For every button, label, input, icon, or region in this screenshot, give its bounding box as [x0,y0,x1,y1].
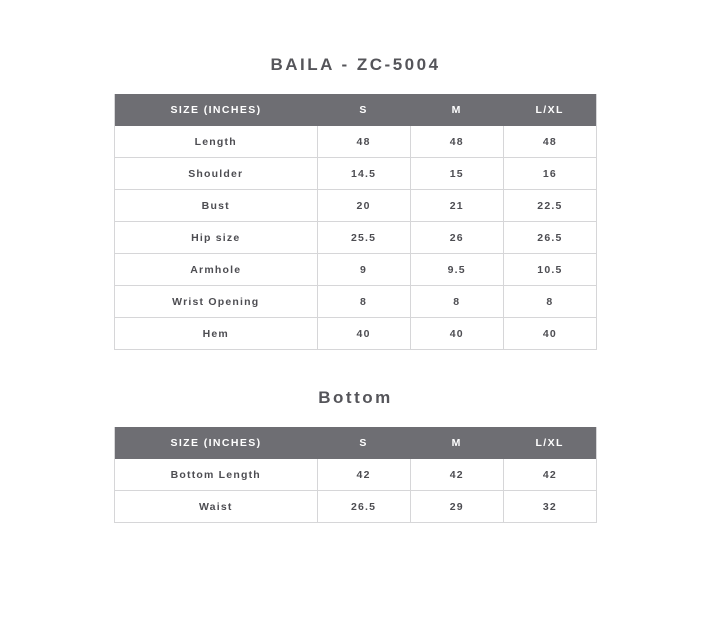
cell-s: 48 [317,126,410,158]
table-row [115,126,597,158]
cell-s: 20 [317,190,410,222]
cell-lxl: 26.5 [503,222,596,254]
bottom-header-lxl: L/XL [503,427,596,459]
row-label: Bust [115,190,318,222]
row-label: Hip size [115,222,318,254]
cell-s: 9 [317,254,410,286]
top-header-m: M [410,94,503,126]
bottom-size-table-wrapper [114,427,597,523]
cell-lxl: 40 [503,318,596,350]
cell-s: 26.5 [317,491,410,523]
cell-m: 8 [410,286,503,318]
row-label: Hem [115,318,318,350]
cell-m: 42 [410,459,503,491]
table-row [115,158,597,190]
table-row [115,491,597,523]
cell-m: 29 [410,491,503,523]
cell-s: 42 [317,459,410,491]
bottom-header-s: S [317,427,410,459]
bottom-table-head [115,427,597,459]
table-row [115,222,597,254]
row-label: Shoulder [115,158,318,190]
cell-m: 21 [410,190,503,222]
cell-m: 9.5 [410,254,503,286]
table-row [115,190,597,222]
table-row [115,318,597,350]
bottom-table-body [115,459,597,523]
row-label: Wrist Opening [115,286,318,318]
cell-lxl: 42 [503,459,596,491]
cell-lxl: 48 [503,126,596,158]
top-table-head [115,94,597,126]
cell-lxl: 32 [503,491,596,523]
bottom-header-m: M [410,427,503,459]
size-chart-page [0,55,711,629]
top-size-table [114,94,597,350]
cell-m: 48 [410,126,503,158]
cell-s: 8 [317,286,410,318]
cell-lxl: 10.5 [503,254,596,286]
cell-s: 25.5 [317,222,410,254]
cell-m: 40 [410,318,503,350]
row-label: Waist [115,491,318,523]
table-row [115,286,597,318]
cell-lxl: 22.5 [503,190,596,222]
row-label: Length [115,126,318,158]
top-header-lxl: L/XL [503,94,596,126]
row-label: Bottom Length [115,459,318,491]
page-title: BAILA - ZC-5004 [270,55,441,74]
cell-lxl: 8 [503,286,596,318]
cell-m: 15 [410,158,503,190]
bottom-size-table [114,427,597,523]
top-header-s: S [317,94,410,126]
cell-m: 26 [410,222,503,254]
top-header-size-inches: SIZE (INCHES) [115,94,318,126]
row-label: Armhole [115,254,318,286]
table-row [115,459,597,491]
bottom-table-header-row [115,427,597,459]
cell-s: 40 [317,318,410,350]
section-title-bottom: Bottom [318,388,393,407]
top-size-table-wrapper [114,94,597,350]
bottom-header-size-inches: SIZE (INCHES) [115,427,318,459]
table-row [115,254,597,286]
top-table-header-row [115,94,597,126]
top-table-body [115,126,597,350]
cell-s: 14.5 [317,158,410,190]
cell-lxl: 16 [503,158,596,190]
